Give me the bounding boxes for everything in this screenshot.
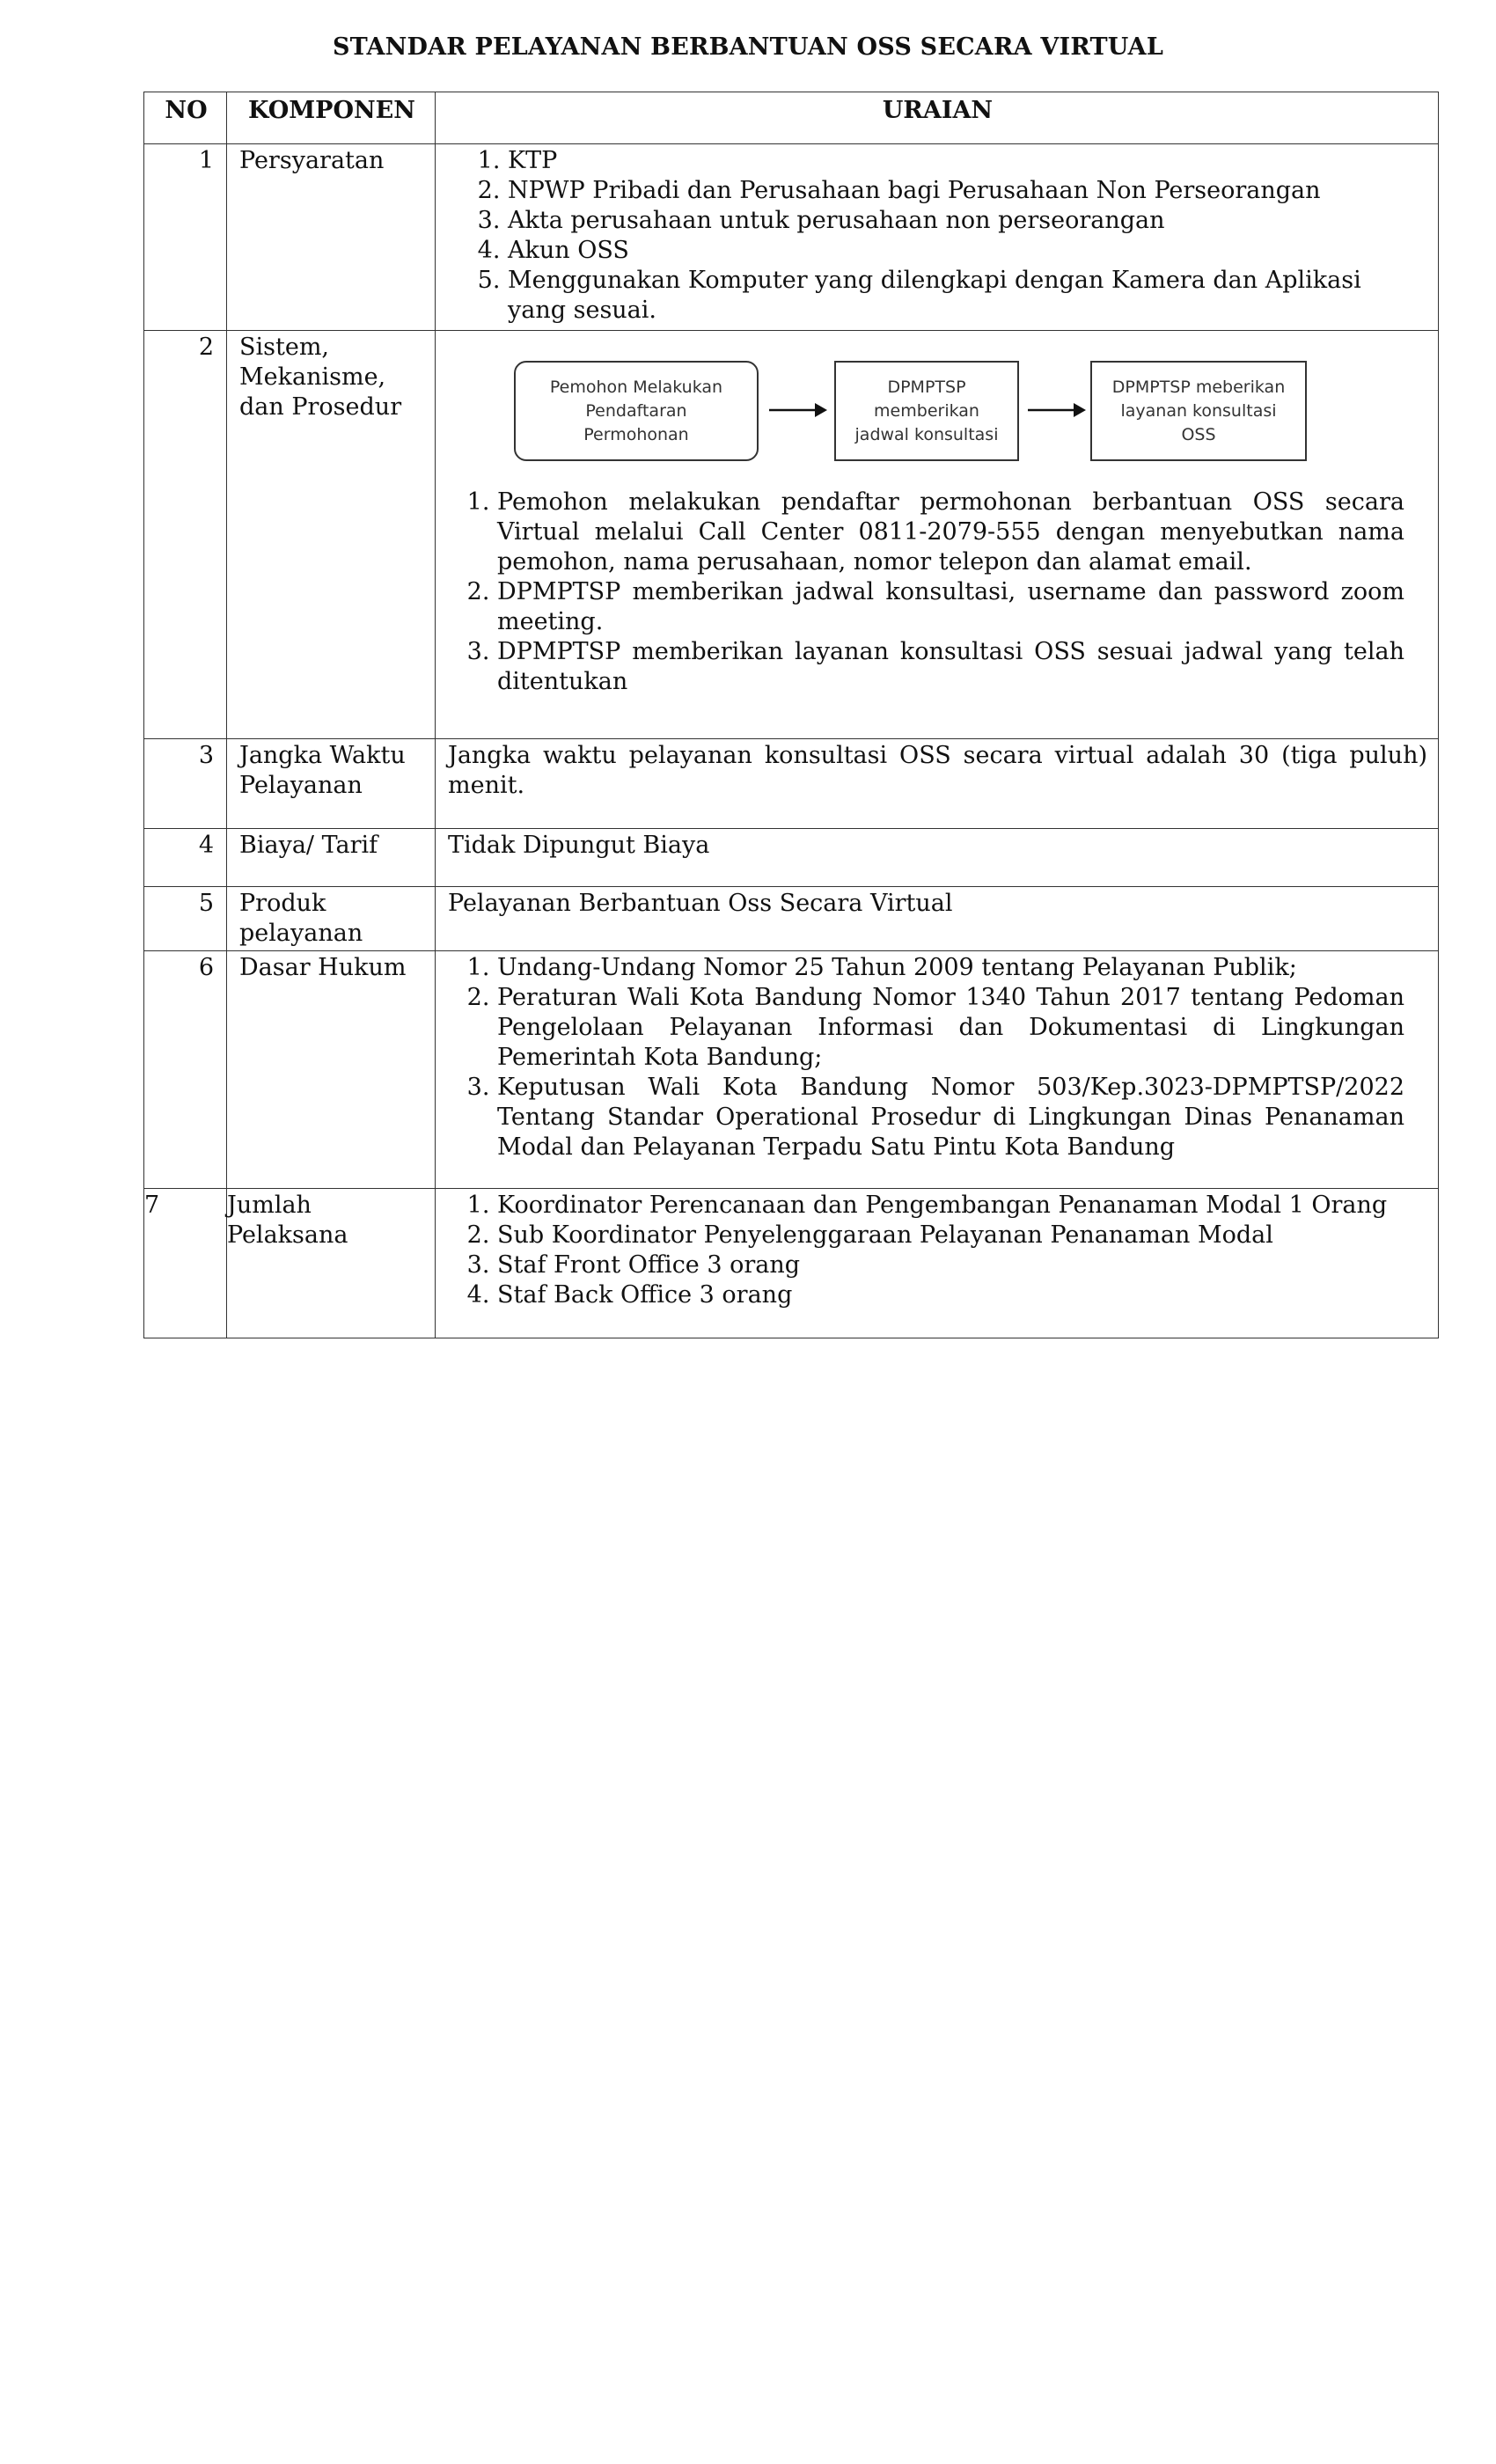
header-uraian: URAIAN xyxy=(436,92,1439,144)
list-item: 4. Akun OSS xyxy=(508,236,1383,266)
list-item: 1. KTP xyxy=(508,146,1383,176)
flow-step-text: OSS xyxy=(1181,424,1216,444)
list-item: 2. NPWP Pribadi dan Perusahaan bagi Perusahaan Non Perseorangan xyxy=(508,176,1383,206)
table-row xyxy=(144,739,1439,829)
list-item: 1. Undang-Undang Nomor 25 Tahun 2009 tentang Pelayanan Publik; xyxy=(497,953,1404,983)
row-number: 6 xyxy=(144,951,227,1189)
row-komponen: Persyaratan xyxy=(227,144,436,331)
flow-step-text: Pemohon Melakukan xyxy=(549,377,723,397)
header-no: NO xyxy=(144,92,227,144)
list-item: 3. Akta perusahaan untuk perusahaan non perseorangan xyxy=(508,206,1383,236)
table-row xyxy=(144,331,1439,739)
arrow-right-icon xyxy=(769,400,827,420)
page-title: STANDAR PELAYANAN BERBANTUAN OSS SECARA VIRTUAL xyxy=(332,33,1164,61)
table-row xyxy=(144,887,1439,951)
flow-step-text: DPMPTSP xyxy=(887,377,966,397)
row-uraian: Tidak Dipungut Biaya xyxy=(436,829,1439,887)
list-item: 4. Staf Back Office 3 orang xyxy=(497,1280,1404,1310)
table-header-row xyxy=(144,92,1439,144)
row-komponen: Jumlah Pelaksana xyxy=(227,1189,436,1338)
flow-step-text: layanan konsultasi xyxy=(1120,400,1277,421)
table-row xyxy=(144,144,1439,331)
list-item: 2. Sub Koordinator Penyelenggaraan Pelayanan Penanaman Modal xyxy=(497,1221,1404,1250)
list-item: 3. DPMPTSP memberikan layanan konsultasi OSS sesuai jadwal yang telah ditentukan xyxy=(497,637,1404,697)
row-number: 2 xyxy=(144,331,227,739)
list-item: 1. Pemohon melakukan pendaftar permohonan berbantuan OSS secara Virtual melalui Call Center 0811-2079-555 dengan menyebutkan nama pemohon, nama perusahaan, nomor telepon dan alamat email. xyxy=(497,488,1404,577)
row-komponen: Biaya/ Tarif xyxy=(227,829,436,887)
flow-step-registration xyxy=(514,361,759,461)
header-komponen: KOMPONEN xyxy=(227,92,436,144)
list-item: 2. Peraturan Wali Kota Bandung Nomor 1340 Tahun 2017 tentang Pedoman Pengelolaan Pelayanan Informasi dan Dokumentasi di Lingkungan Pemerintah Kota Bandung; xyxy=(497,983,1404,1073)
flow-step-text: Permohonan xyxy=(583,424,689,444)
flow-step-text: DPMPTSP meberikan xyxy=(1111,377,1286,397)
procedure-flowchart xyxy=(514,350,1427,488)
row-uraian xyxy=(436,144,1439,331)
list-item: 5. Menggunakan Komputer yang dilengkapi dengan Kamera dan Aplikasi yang sesuai. xyxy=(508,266,1383,326)
row-uraian: Pelayanan Berbantuan Oss Secara Virtual xyxy=(436,887,1439,951)
flow-step-text: jadwal konsultasi xyxy=(854,424,999,444)
flow-step-text: Pendaftaran xyxy=(585,400,687,421)
list-item: 3. Keputusan Wali Kota Bandung Nomor 503/Kep.3023-DPMPTSP/2022 Tentang Standar Operational Prosedur di Lingkungan Dinas Penanaman Modal dan Pelayanan Terpadu Satu Pintu Kota Bandung xyxy=(497,1073,1404,1162)
list-item: 2. DPMPTSP memberikan jadwal konsultasi, username dan password zoom meeting. xyxy=(497,577,1404,637)
row-komponen: Dasar Hukum xyxy=(227,951,436,1189)
row-number: 1 xyxy=(144,144,227,331)
row-number: 5 xyxy=(144,887,227,951)
row-komponen: Jangka Waktu Pelayanan xyxy=(227,739,436,829)
flow-step-consultation xyxy=(1090,361,1307,461)
row-number: 7 xyxy=(144,1189,227,1338)
table-row xyxy=(144,829,1439,887)
row-komponen: Sistem, Mekanisme, dan Prosedur xyxy=(227,331,436,739)
table-row xyxy=(144,1189,1439,1338)
table-row xyxy=(144,951,1439,1189)
row-uraian xyxy=(436,331,1439,739)
flow-step-text: memberikan xyxy=(874,400,979,421)
flow-step-schedule xyxy=(834,361,1019,461)
row-number: 3 xyxy=(144,739,227,829)
standard-table xyxy=(143,92,1439,1338)
list-item: 3. Staf Front Office 3 orang xyxy=(497,1250,1404,1280)
row-komponen: Produk pelayanan xyxy=(227,887,436,951)
row-uraian xyxy=(436,1189,1439,1338)
row-number: 4 xyxy=(144,829,227,887)
list-item: 1. Koordinator Perencanaan dan Pengembangan Penanaman Modal 1 Orang xyxy=(497,1191,1404,1221)
arrow-right-icon xyxy=(1028,400,1086,420)
row-uraian: Jangka waktu pelayanan konsultasi OSS secara virtual adalah 30 (tiga puluh) menit. xyxy=(436,739,1439,829)
row-uraian xyxy=(436,951,1439,1189)
